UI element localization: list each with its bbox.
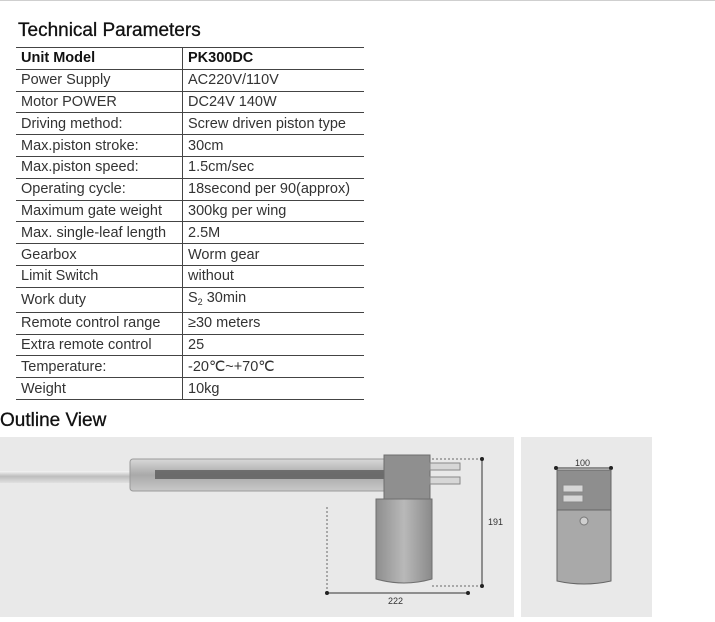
mount-bracket <box>430 463 460 470</box>
table-row <box>16 91 364 113</box>
tube-ribbing <box>155 470 385 479</box>
row-label: Work duty <box>16 287 183 312</box>
height-dimension-label: 191 <box>488 517 504 527</box>
row-value: 2.5M <box>183 222 365 244</box>
row-value: -20℃~+70℃ <box>183 356 365 378</box>
row-label: Max.piston stroke: <box>16 135 183 157</box>
length-dimension-label: 222 <box>388 596 404 606</box>
row-value: 1.5cm/sec <box>183 156 365 178</box>
row-label: Max. single-leaf length <box>16 222 183 244</box>
row-value: Worm gear <box>183 244 365 266</box>
row-value: AC220V/110V <box>183 69 365 91</box>
table-row <box>16 287 364 312</box>
row-label: Max.piston speed: <box>16 156 183 178</box>
row-label: Motor POWER <box>16 91 183 113</box>
row-value <box>183 287 365 312</box>
table-header-value: PK300DC <box>183 48 365 70</box>
row-label: Weight <box>16 378 183 400</box>
row-label: Operating cycle: <box>16 178 183 200</box>
section-title-technical-parameters: Technical Parameters <box>18 20 201 41</box>
row-label: Gearbox <box>16 244 183 266</box>
table-row <box>16 356 364 378</box>
row-value: 30cm <box>183 135 365 157</box>
table-row <box>16 312 364 334</box>
table-row <box>16 334 364 356</box>
table-header-row <box>16 48 364 70</box>
row-label: Power Supply <box>16 69 183 91</box>
row-value: 300kg per wing <box>183 200 365 222</box>
row-label: Extra remote control <box>16 334 183 356</box>
row-label: Remote control range <box>16 312 183 334</box>
row-value: DC24V 140W <box>183 91 365 113</box>
width-dimension-label: 100 <box>575 458 591 468</box>
row-label: Temperature: <box>16 356 183 378</box>
row-value: 18second per 90(approx) <box>183 178 365 200</box>
table-row <box>16 265 364 287</box>
work-duty-duration: 30min <box>202 289 247 306</box>
table-row <box>16 244 364 266</box>
table-row <box>16 378 364 400</box>
table-row <box>16 69 364 91</box>
table-row <box>16 156 364 178</box>
motor-body <box>376 499 432 583</box>
piston-rod <box>0 471 140 483</box>
technical-parameters-table <box>16 47 364 400</box>
row-label: Driving method: <box>16 113 183 135</box>
top-divider <box>0 0 715 1</box>
table-row <box>16 222 364 244</box>
row-value: 10kg <box>183 378 365 400</box>
work-duty-subscript: 2 <box>197 296 203 307</box>
table-row <box>16 178 364 200</box>
table-row <box>16 113 364 135</box>
work-duty-symbol: S <box>188 289 198 306</box>
mount-bracket <box>430 477 460 484</box>
row-label: Maximum gate weight <box>16 200 183 222</box>
table-row <box>16 200 364 222</box>
front-view-drawing <box>521 437 652 617</box>
table-header-label: Unit Model <box>16 48 183 70</box>
row-value: ≥30 meters <box>183 312 365 334</box>
row-value: 25 <box>183 334 365 356</box>
table-row <box>16 135 364 157</box>
row-value: without <box>183 265 365 287</box>
row-label: Limit Switch <box>16 265 183 287</box>
section-title-outline-view: Outline View <box>0 410 107 431</box>
row-value: Screw driven piston type <box>183 113 365 135</box>
side-view-drawing <box>0 437 514 617</box>
